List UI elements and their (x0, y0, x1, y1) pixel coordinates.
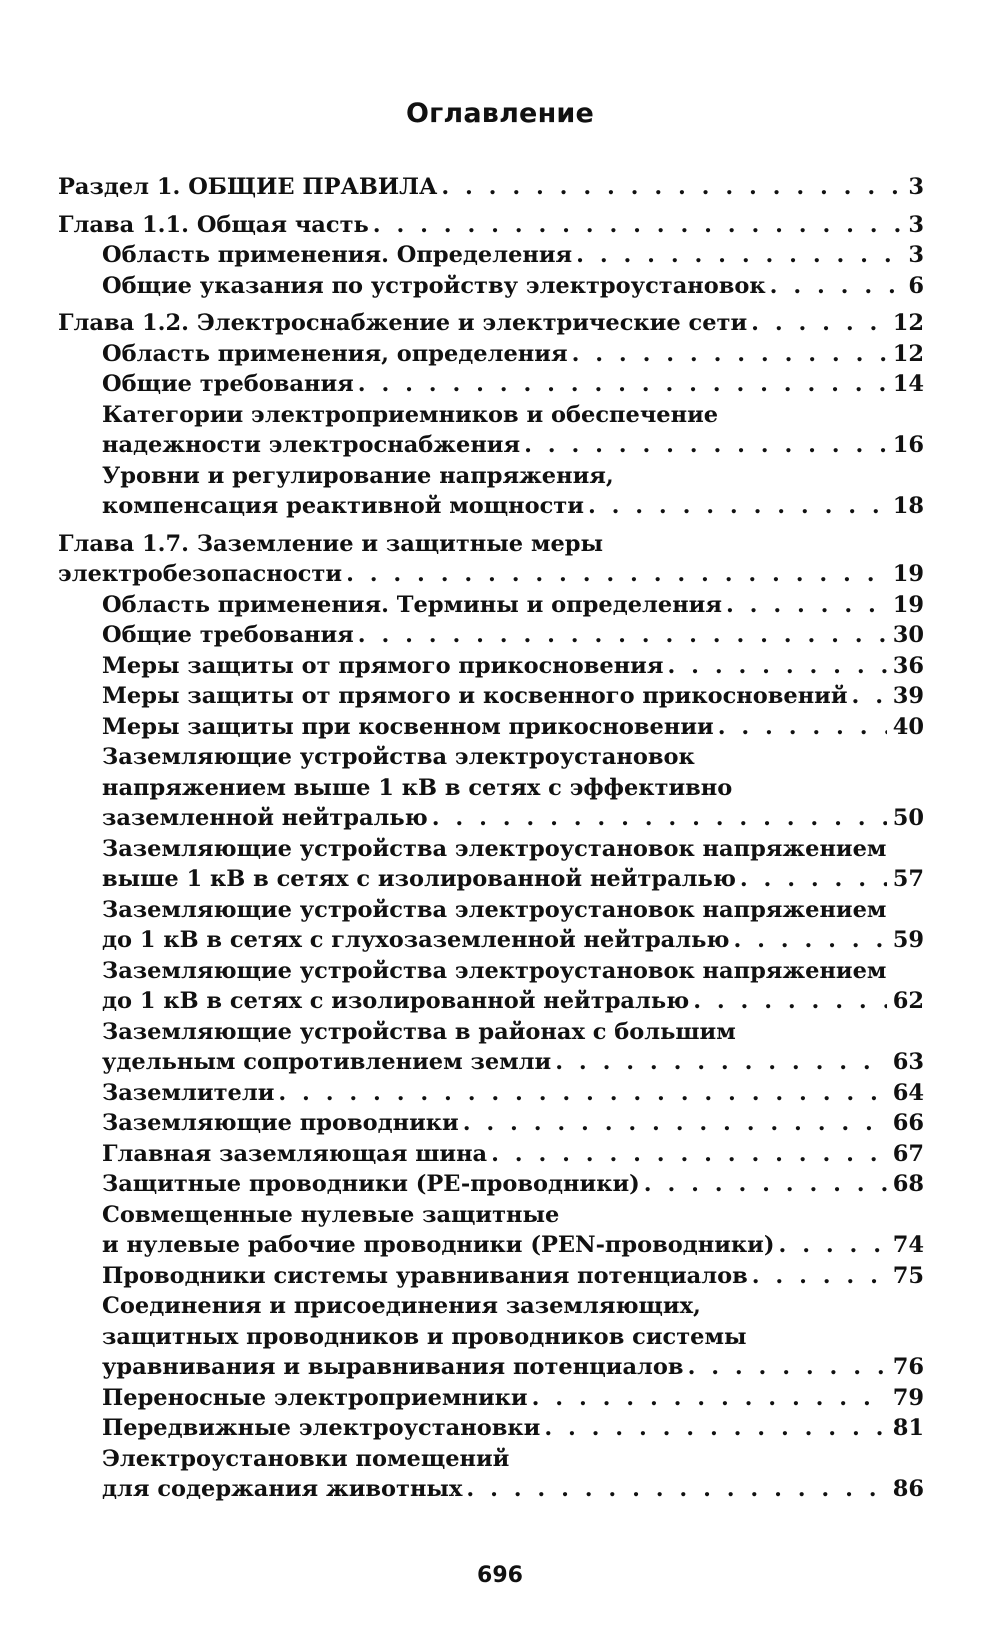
dot-leader (576, 240, 902, 271)
dot-leader (346, 559, 887, 590)
toc-entry-text: электробезопасности (58, 561, 343, 587)
toc-page-number: 62 (892, 988, 924, 1014)
toc-entry (58, 400, 924, 461)
toc-entry-text: Электроустановки помещений (102, 1445, 510, 1472)
dot-leader (740, 864, 887, 895)
dot-leader (358, 369, 887, 400)
dot-leader (555, 1047, 886, 1078)
toc-page-number: 74 (892, 1232, 924, 1258)
toc-page-number: 79 (892, 1384, 924, 1411)
toc-entry (58, 1444, 924, 1505)
toc-entry (58, 1139, 924, 1170)
toc-entry-text: Заземляющие устройства электроустановок напряжением (102, 957, 887, 984)
toc-page-number: 3 (908, 211, 924, 238)
toc-entry-text: Заземляющие устройства электроустановок (102, 744, 695, 770)
toc-page-number: 3 (908, 174, 924, 200)
toc-entry-row (102, 1383, 924, 1414)
toc-entry-text: Глава 1.7. Заземление и защитные меры (58, 530, 604, 557)
dot-leader (752, 1261, 887, 1292)
toc-entry-row (102, 1413, 924, 1444)
dot-leader (688, 1352, 887, 1383)
toc-entry-text: Заземляющие устройства электроустановок напряжением (102, 835, 887, 862)
toc-entry-row (58, 559, 924, 590)
toc-page-number: 50 (892, 805, 924, 831)
toc-entry-row (102, 620, 924, 651)
toc-entry-text: Область применения, определения (102, 340, 568, 367)
dot-leader (544, 1413, 886, 1444)
toc-page-number: 14 (892, 371, 924, 397)
toc-entry (58, 895, 924, 956)
toc-page-number: 36 (892, 652, 924, 679)
toc-entry-text: удельным сопротивлением земли (102, 1049, 552, 1075)
toc-entry (58, 172, 924, 203)
toc-entry-text: Заземлители (102, 1079, 275, 1106)
toc-page-number: 12 (892, 310, 924, 336)
toc-page-number: 6 (908, 272, 924, 299)
toc-entry (58, 956, 924, 1017)
toc-entry-row (102, 1078, 924, 1109)
dot-leader (852, 681, 887, 712)
toc-entry-text: уравнивания и выравнивания потенциалов (102, 1354, 684, 1380)
toc-page-number: 81 (892, 1415, 924, 1441)
toc-entry-row (102, 651, 924, 682)
toc-page-number: 86 (892, 1476, 924, 1502)
toc-entry-row (58, 172, 924, 203)
dot-leader (463, 1108, 887, 1139)
toc-entry-text: Проводники системы уравнивания потенциалов (102, 1262, 748, 1289)
toc-entry-row (58, 210, 924, 241)
toc-entry (58, 1200, 924, 1261)
toc-entry-row (102, 925, 924, 956)
page-number: 696 (477, 1563, 523, 1588)
toc-page-number: 39 (892, 683, 924, 709)
toc-page-number: 63 (892, 1049, 924, 1075)
toc-entry (58, 590, 924, 621)
toc-entry (58, 1169, 924, 1200)
toc-entry-text: Меры защиты при косвенном прикосновении (102, 713, 714, 740)
table-of-contents (58, 172, 924, 1505)
dot-leader (667, 651, 886, 682)
toc-entry (58, 742, 924, 834)
toc-entry-text: Общие требования (102, 371, 354, 397)
toc-entry-row (102, 1108, 924, 1139)
toc-entry-text: до 1 кВ в сетях с изолированной нейтралью (102, 988, 690, 1014)
toc-entry-row (102, 271, 924, 302)
toc-entry-text: компенсация реактивной мощности (102, 493, 584, 519)
toc-entry (58, 1078, 924, 1109)
toc-entry (58, 681, 924, 712)
toc-entry (58, 834, 924, 895)
dot-leader (532, 1383, 887, 1414)
dot-leader (770, 271, 903, 302)
toc-entry-text: выше 1 кВ в сетях с изолированной нейтралью (102, 866, 736, 892)
toc-entry (58, 308, 924, 339)
toc-entry-row (102, 681, 924, 712)
toc-entry (58, 339, 924, 370)
toc-entry-row (102, 986, 924, 1017)
toc-entry-text: Совмещенные нулевые защитные (102, 1201, 560, 1228)
toc-entry (58, 461, 924, 522)
toc-page-number: 40 (892, 713, 924, 740)
toc-entry-text: Область применения. Термины и определения (102, 591, 722, 618)
toc-page-number: 19 (892, 591, 924, 618)
toc-page-number: 57 (892, 866, 924, 892)
dot-leader (779, 1230, 887, 1261)
toc-page-number: 18 (892, 493, 924, 519)
dot-leader (588, 491, 887, 522)
toc-entry-row (102, 590, 924, 621)
toc-entry-text: надежности электроснабжения (102, 432, 521, 458)
toc-entry-text: Общие указания по устройству электроустановок (102, 272, 766, 299)
toc-entry-text: Категории электроприемников и обеспечение (102, 401, 719, 428)
toc-entry (58, 1383, 924, 1414)
toc-entry-row (102, 1139, 924, 1170)
toc-entry-row (58, 308, 924, 339)
toc-entry-text: Глава 1.2. Электроснабжение и электрические сети (58, 310, 748, 336)
toc-entry-row (102, 712, 924, 743)
toc-entry (58, 1413, 924, 1444)
toc-entry-text: Раздел 1. ОБЩИЕ ПРАВИЛА (58, 174, 438, 200)
dot-leader (733, 925, 886, 956)
toc-entry-row (102, 1352, 924, 1383)
toc-entry-text: Меры защиты от прямого и косвенного прикосновений (102, 683, 848, 709)
dot-leader (278, 1078, 886, 1109)
toc-entry-row (102, 369, 924, 400)
toc-page-number: 76 (892, 1354, 924, 1380)
dot-leader (466, 1474, 886, 1505)
toc-entry-text: Передвижные электроустановки (102, 1415, 541, 1441)
dot-leader (693, 986, 886, 1017)
toc-page-number: 12 (892, 340, 924, 367)
toc-entry-text: Заземляющие проводники (102, 1110, 459, 1136)
toc-entry-text: заземленной нейтралью (102, 805, 428, 831)
toc-entry-row (102, 864, 924, 895)
toc-entry (58, 1108, 924, 1139)
toc-entry-row (102, 240, 924, 271)
dot-leader (358, 620, 887, 651)
toc-entry (58, 620, 924, 651)
dot-leader (718, 712, 887, 743)
dot-leader (726, 590, 887, 621)
dot-leader (644, 1169, 887, 1200)
toc-entry (58, 712, 924, 743)
dot-leader (441, 172, 902, 203)
toc-entry-text: Защитные проводники (PE-проводники) (102, 1171, 640, 1197)
toc-entry (58, 1291, 924, 1383)
toc-page-number: 67 (892, 1140, 924, 1167)
dot-leader (373, 210, 903, 241)
toc-entry (58, 529, 924, 590)
toc-entry-text: Главная заземляющая шина (102, 1140, 488, 1167)
toc-entry-text: Заземляющие устройства в районах с большим (102, 1018, 736, 1045)
toc-entry-row (102, 430, 924, 461)
toc-entry (58, 210, 924, 241)
dot-leader (751, 308, 887, 339)
toc-entry-text: Переносные электроприемники (102, 1384, 528, 1411)
dot-leader (572, 339, 887, 370)
toc-entry-text: Соединения и присоединения заземляющих, (102, 1293, 701, 1319)
toc-entry-row (102, 803, 924, 834)
toc-entry-text: Область применения. Определения (102, 242, 573, 268)
toc-page-number: 66 (892, 1110, 924, 1136)
toc-entry-row (102, 1047, 924, 1078)
toc-entry-text: Заземляющие устройства электроустановок напряжением (102, 896, 887, 923)
toc-entry (58, 240, 924, 271)
toc-entry-text: напряжением выше 1 кВ в сетях с эффективно (102, 774, 733, 801)
toc-entry-text: Уровни и регулирование напряжения, (102, 462, 614, 489)
toc-entry-row (102, 1474, 924, 1505)
toc-entry (58, 651, 924, 682)
toc-entry-text: защитных проводников и проводников системы (102, 1323, 747, 1350)
toc-entry-text: Общие требования (102, 622, 354, 648)
toc-entry (58, 271, 924, 302)
page-title: Оглавление (405, 98, 595, 129)
dot-leader (432, 803, 887, 834)
toc-entry-text: Меры защиты от прямого прикосновения (102, 652, 664, 679)
toc-entry-row (102, 1230, 924, 1261)
toc-page-number: 68 (892, 1171, 924, 1197)
toc-page-number: 75 (892, 1262, 924, 1289)
toc-page-number: 19 (892, 561, 924, 587)
toc-entry-row (102, 491, 924, 522)
toc-page-number: 3 (908, 242, 924, 268)
toc-entry (58, 369, 924, 400)
toc-entry-text: и нулевые рабочие проводники (PEN-проводники) (102, 1232, 775, 1258)
toc-entry (58, 1261, 924, 1292)
toc-entry-row (102, 1169, 924, 1200)
toc-page-number: 30 (892, 622, 924, 648)
toc-page-number: 64 (892, 1079, 924, 1106)
toc-entry-text: для содержания животных (102, 1476, 463, 1502)
toc-page-number: 16 (892, 432, 924, 458)
toc-entry-row (102, 1261, 924, 1292)
toc-entry-text: до 1 кВ в сетях с глухозаземленной нейтралью (102, 927, 730, 953)
toc-page-number: 59 (892, 927, 924, 953)
toc-entry-text: Глава 1.1. Общая часть (58, 211, 369, 238)
toc-entry-row (102, 339, 924, 370)
dot-leader (524, 430, 887, 461)
dot-leader (491, 1139, 887, 1170)
toc-entry (58, 1017, 924, 1078)
